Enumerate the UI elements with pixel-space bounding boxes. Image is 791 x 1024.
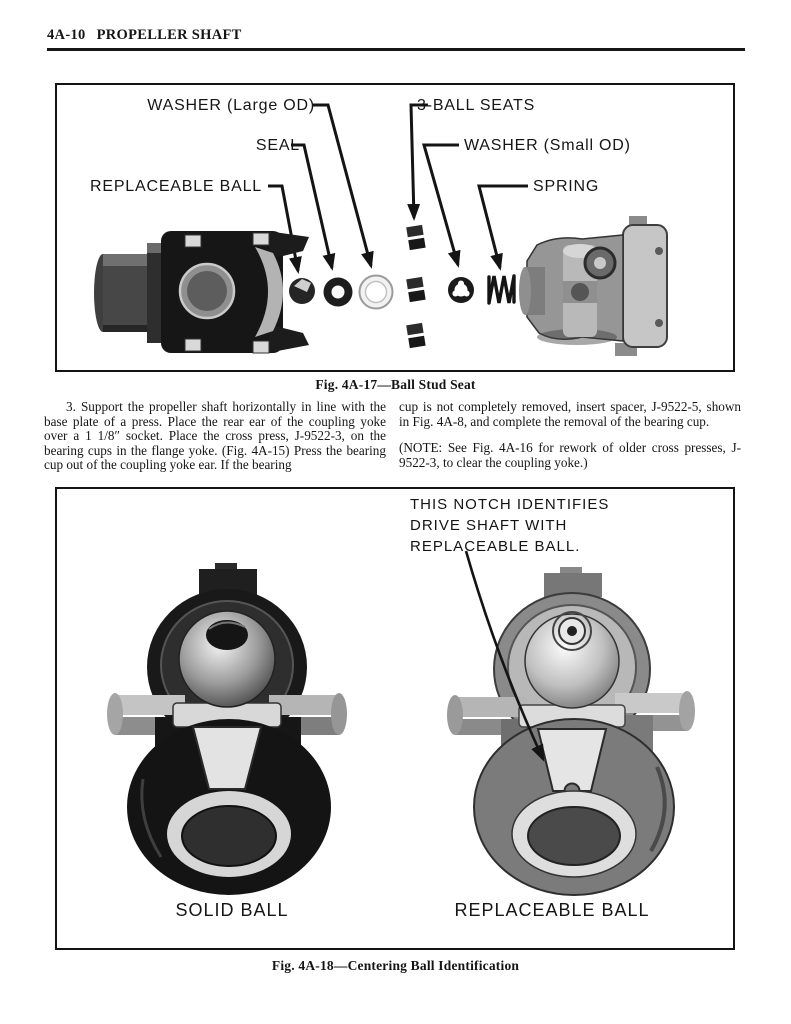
- body-column-left: [44, 400, 386, 473]
- label-solid-ball: SOLID BALL: [175, 900, 289, 920]
- page-title: PROPELLER SHAFT: [96, 27, 242, 43]
- leader-lines: [268, 105, 528, 271]
- replaceable-ball-part: [289, 278, 315, 304]
- leader-washer-large: [313, 105, 371, 266]
- label-ball-seats: 3-BALL SEATS: [417, 97, 536, 114]
- paragraph-step3: 3. Support the propeller shaft horizontally in line with the base plate of a press. Place the rear ear of the coupling yoke over a 1 1/8″ socket. Place the cross press, J-9522-3, on the bearing cups in the flange yoke. (Fig. 4A-15) Press the bearing cup out of the coupling yoke ear. If the bearing: [44, 399, 386, 473]
- label-washer-large: WASHER (Large OD): [147, 97, 315, 114]
- washer-large-part: [360, 276, 393, 309]
- replaceable-ball-yoke-photo: [447, 567, 695, 895]
- yoke-comparison-illustration: [57, 489, 733, 948]
- flange-yoke-photo: [519, 216, 667, 356]
- coupling-yoke-photo: [94, 231, 309, 353]
- page-header: [47, 27, 242, 44]
- label-seal: SEAL: [255, 137, 300, 154]
- notch-annotation: [410, 494, 609, 557]
- header-rule: [47, 48, 745, 51]
- label-washer-small: WASHER (Small OD): [464, 137, 631, 154]
- label-replaceable-ball: REPLACEABLE BALL: [90, 178, 262, 195]
- leader-washer-small: [424, 145, 459, 265]
- washer-small-part: [448, 277, 474, 303]
- figure-ball-stud-seat: [55, 83, 735, 372]
- paragraph-note: (NOTE: See Fig. 4A-16 for rework of older cross presses, J-9522-3, to clear the coupling yoke.): [399, 440, 741, 470]
- label-spring: SPRING: [533, 178, 600, 195]
- seal-part: [324, 278, 353, 307]
- label-replaceable-ball-2: REPLACEABLE BALL: [454, 900, 650, 920]
- notch-annotation-line1: THIS NOTCH IDENTIFIES: [410, 496, 610, 513]
- page-number: 4A-10: [47, 27, 86, 43]
- figure-centering-ball-identification: [55, 487, 735, 950]
- solid-ball-yoke-photo: [107, 563, 347, 895]
- ball-seats-parts: [406, 225, 425, 348]
- notch-annotation-line2: DRIVE SHAFT WITH: [410, 517, 568, 534]
- leader-spring: [479, 186, 528, 268]
- figure-caption-4a17: Fig. 4A-17—Ball Stud Seat: [315, 377, 476, 392]
- paragraph-continuation: cup is not completely removed, insert spacer, J-9522-5, shown in Fig. 4A-8, and complete the removal of the bearing cup.: [399, 399, 741, 429]
- leader-ball-seats: [411, 105, 428, 218]
- spring-part: [489, 276, 514, 303]
- figure-caption-4a18: Fig. 4A-18—Centering Ball Identification: [271, 958, 520, 973]
- notch-annotation-line3: REPLACEABLE BALL.: [410, 538, 581, 555]
- body-text: [44, 400, 744, 473]
- body-column-right: [399, 400, 741, 473]
- exploded-view-illustration: [57, 85, 733, 370]
